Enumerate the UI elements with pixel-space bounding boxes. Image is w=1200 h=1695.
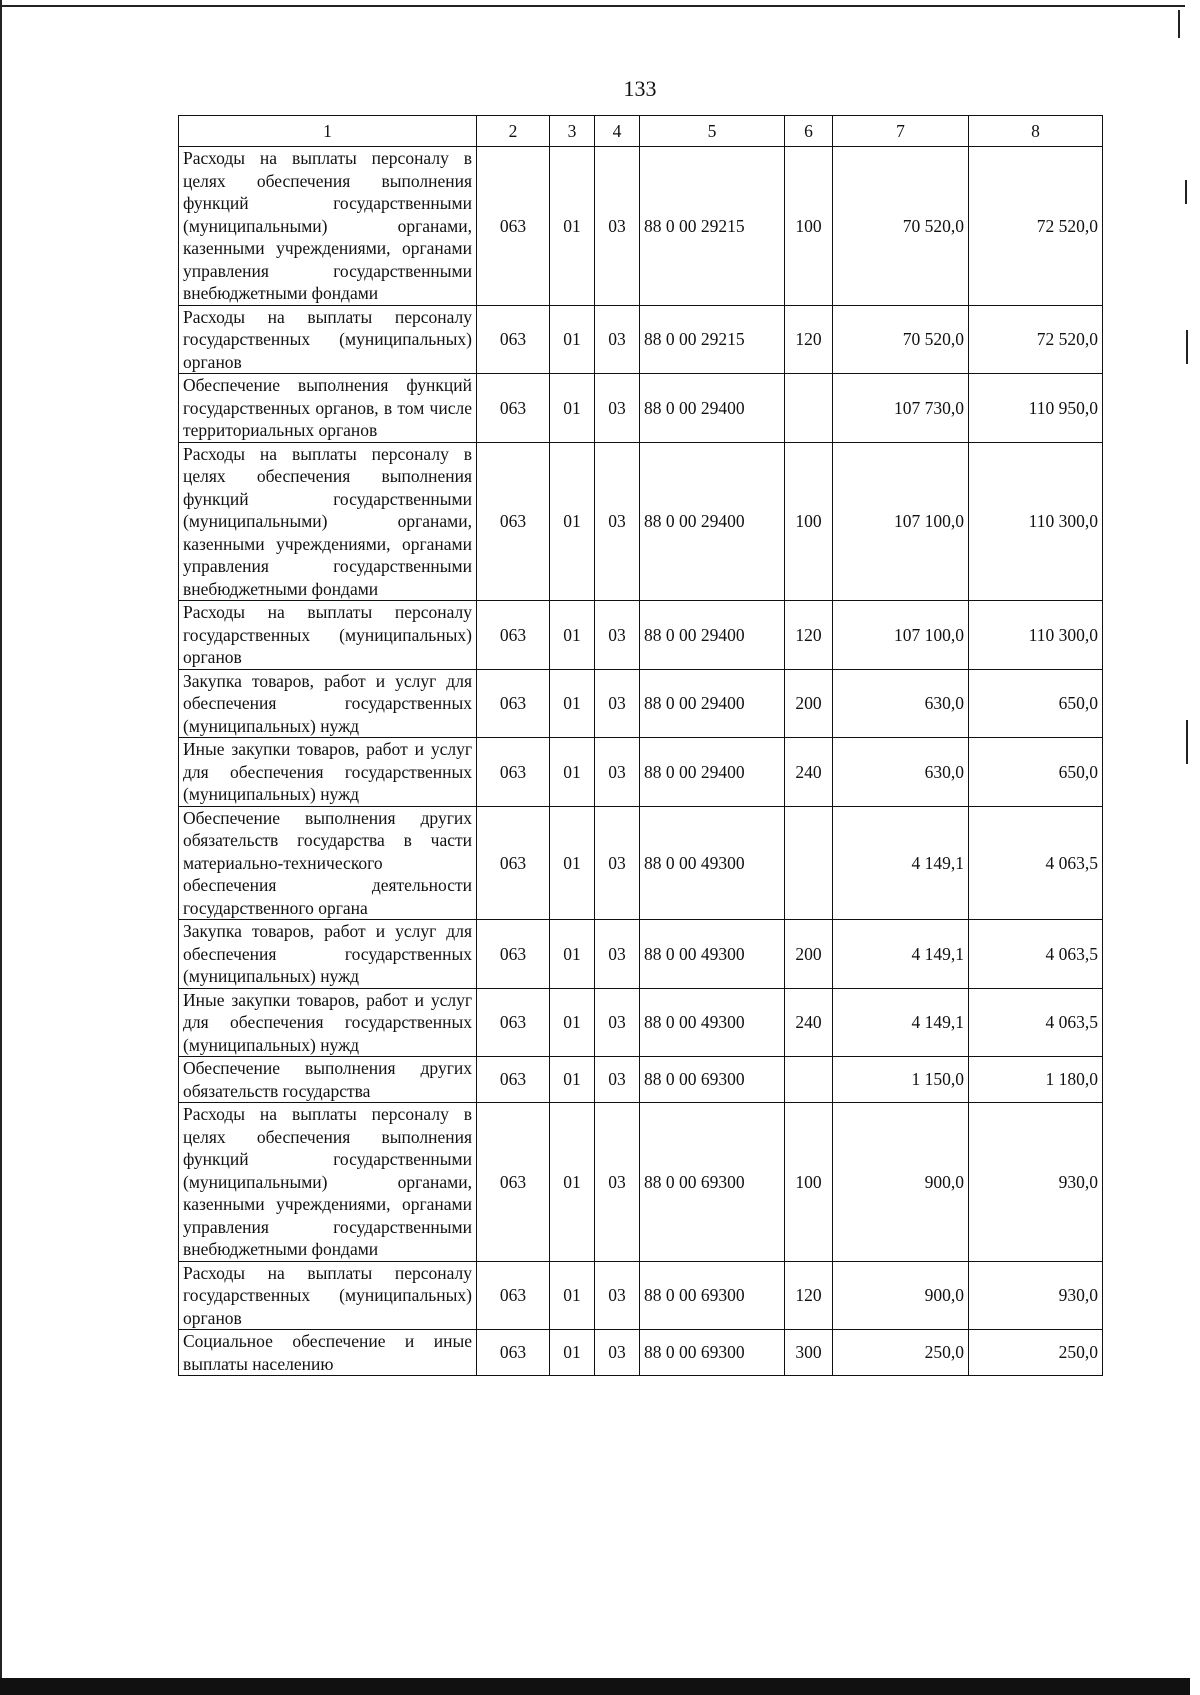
cell-amount-year2: 110 950,0	[969, 374, 1103, 443]
row-description: Расходы на выплаты персоналу в целях обеспечения выполнения функций государственными (муниципальными) органами, казенными учреждениями, органами управления государственными внебюджетными фондами	[179, 1103, 477, 1262]
scan-edge-mark	[1186, 330, 1188, 364]
cell-subsection: 03	[595, 738, 640, 807]
cell-amount-year1: 4 149,1	[833, 920, 969, 989]
cell-section: 01	[550, 738, 595, 807]
table-row	[179, 1057, 1103, 1103]
cell-ministry-code: 063	[477, 1057, 550, 1103]
table-row	[179, 374, 1103, 443]
cell-target-article: 88 0 00 69300	[640, 1103, 785, 1262]
table-row	[179, 738, 1103, 807]
scan-edge-mark	[1185, 180, 1187, 204]
cell-ministry-code: 063	[477, 806, 550, 920]
cell-ministry-code: 063	[477, 1103, 550, 1262]
cell-amount-year2: 1 180,0	[969, 1057, 1103, 1103]
table-row	[179, 1330, 1103, 1376]
table-row	[179, 669, 1103, 738]
cell-section: 01	[550, 601, 595, 670]
cell-subsection: 03	[595, 1261, 640, 1330]
cell-subsection: 03	[595, 147, 640, 306]
cell-ministry-code: 063	[477, 305, 550, 374]
cell-expense-type: 100	[785, 1103, 833, 1262]
row-description: Обеспечение выполнения других обязательств государства в части материально-технического обеспечения деятельности государственного органа	[179, 806, 477, 920]
row-description: Расходы на выплаты персоналу государственных (муниципальных) органов	[179, 601, 477, 670]
cell-expense-type: 240	[785, 988, 833, 1057]
cell-amount-year2: 250,0	[969, 1330, 1103, 1376]
cell-target-article: 88 0 00 49300	[640, 806, 785, 920]
cell-amount-year1: 1 150,0	[833, 1057, 969, 1103]
cell-section: 01	[550, 305, 595, 374]
budget-table	[178, 115, 1103, 1376]
cell-section: 01	[550, 1261, 595, 1330]
scan-bottom-bar	[0, 1678, 1190, 1695]
cell-amount-year2: 930,0	[969, 1103, 1103, 1262]
cell-amount-year2: 4 063,5	[969, 806, 1103, 920]
cell-subsection: 03	[595, 442, 640, 601]
header-cell: 3	[550, 116, 595, 147]
cell-amount-year1: 70 520,0	[833, 305, 969, 374]
table-row	[179, 806, 1103, 920]
cell-amount-year2: 72 520,0	[969, 305, 1103, 374]
cell-expense-type: 120	[785, 305, 833, 374]
row-description: Обеспечение выполнения функций государственных органов, в том числе территориальных органов	[179, 374, 477, 443]
cell-amount-year1: 250,0	[833, 1330, 969, 1376]
cell-section: 01	[550, 920, 595, 989]
header-cell: 8	[969, 116, 1103, 147]
table-row	[179, 1261, 1103, 1330]
cell-amount-year1: 70 520,0	[833, 147, 969, 306]
cell-amount-year2: 110 300,0	[969, 601, 1103, 670]
cell-subsection: 03	[595, 601, 640, 670]
cell-amount-year1: 900,0	[833, 1103, 969, 1262]
table-row	[179, 988, 1103, 1057]
cell-amount-year1: 4 149,1	[833, 988, 969, 1057]
cell-amount-year1: 4 149,1	[833, 806, 969, 920]
cell-expense-type: 120	[785, 1261, 833, 1330]
row-description: Расходы на выплаты персоналу государственных (муниципальных) органов	[179, 1261, 477, 1330]
header-cell: 2	[477, 116, 550, 147]
cell-expense-type: 240	[785, 738, 833, 807]
header-cell: 4	[595, 116, 640, 147]
row-description: Закупка товаров, работ и услуг для обеспечения государственных (муниципальных) нужд	[179, 669, 477, 738]
cell-expense-type: 100	[785, 147, 833, 306]
header-row	[179, 116, 1103, 147]
cell-ministry-code: 063	[477, 669, 550, 738]
cell-amount-year2: 4 063,5	[969, 988, 1103, 1057]
cell-section: 01	[550, 374, 595, 443]
header-cell: 5	[640, 116, 785, 147]
cell-amount-year1: 630,0	[833, 669, 969, 738]
cell-amount-year2: 930,0	[969, 1261, 1103, 1330]
row-description: Обеспечение выполнения других обязательств государства	[179, 1057, 477, 1103]
cell-target-article: 88 0 00 49300	[640, 920, 785, 989]
table-row	[179, 305, 1103, 374]
scan-edge-mark	[1186, 720, 1188, 764]
cell-ministry-code: 063	[477, 147, 550, 306]
cell-target-article: 88 0 00 49300	[640, 988, 785, 1057]
cell-section: 01	[550, 988, 595, 1057]
cell-ministry-code: 063	[477, 1330, 550, 1376]
cell-subsection: 03	[595, 1057, 640, 1103]
cell-expense-type	[785, 374, 833, 443]
cell-amount-year2: 650,0	[969, 738, 1103, 807]
row-description: Иные закупки товаров, работ и услуг для обеспечения государственных (муниципальных) нужд	[179, 738, 477, 807]
cell-amount-year2: 72 520,0	[969, 147, 1103, 306]
cell-amount-year2: 110 300,0	[969, 442, 1103, 601]
scan-edge-mark	[1178, 10, 1180, 38]
cell-subsection: 03	[595, 1103, 640, 1262]
cell-subsection: 03	[595, 806, 640, 920]
cell-expense-type	[785, 1057, 833, 1103]
row-description: Закупка товаров, работ и услуг для обеспечения государственных (муниципальных) нужд	[179, 920, 477, 989]
cell-expense-type: 200	[785, 920, 833, 989]
cell-ministry-code: 063	[477, 374, 550, 443]
table-row	[179, 147, 1103, 306]
cell-ministry-code: 063	[477, 738, 550, 807]
cell-subsection: 03	[595, 988, 640, 1057]
cell-section: 01	[550, 806, 595, 920]
row-description: Расходы на выплаты персоналу государственных (муниципальных) органов	[179, 305, 477, 374]
cell-section: 01	[550, 669, 595, 738]
cell-target-article: 88 0 00 29215	[640, 305, 785, 374]
table-body	[179, 147, 1103, 1376]
cell-ministry-code: 063	[477, 988, 550, 1057]
row-description: Расходы на выплаты персоналу в целях обеспечения выполнения функций государственными (муниципальными) органами, казенными учреждениями, органами управления государственными внебюджетными фондами	[179, 147, 477, 306]
cell-section: 01	[550, 442, 595, 601]
cell-amount-year1: 107 100,0	[833, 601, 969, 670]
cell-subsection: 03	[595, 920, 640, 989]
cell-expense-type: 120	[785, 601, 833, 670]
cell-ministry-code: 063	[477, 601, 550, 670]
cell-target-article: 88 0 00 29400	[640, 738, 785, 807]
table-row	[179, 601, 1103, 670]
cell-ministry-code: 063	[477, 920, 550, 989]
table-row	[179, 442, 1103, 601]
cell-target-article: 88 0 00 69300	[640, 1057, 785, 1103]
cell-subsection: 03	[595, 1330, 640, 1376]
table-row	[179, 1103, 1103, 1262]
page-number: 133	[623, 76, 657, 101]
cell-section: 01	[550, 1330, 595, 1376]
cell-section: 01	[550, 1103, 595, 1262]
cell-target-article: 88 0 00 69300	[640, 1330, 785, 1376]
cell-amount-year1: 630,0	[833, 738, 969, 807]
scan-left-border	[0, 0, 2, 1695]
header-cell: 7	[833, 116, 969, 147]
row-description: Социальное обеспечение и иные выплаты населению	[179, 1330, 477, 1376]
cell-subsection: 03	[595, 669, 640, 738]
header-cell: 6	[785, 116, 833, 147]
cell-target-article: 88 0 00 29400	[640, 374, 785, 443]
cell-section: 01	[550, 1057, 595, 1103]
cell-target-article: 88 0 00 29400	[640, 442, 785, 601]
cell-expense-type: 200	[785, 669, 833, 738]
cell-amount-year1: 107 100,0	[833, 442, 969, 601]
cell-subsection: 03	[595, 374, 640, 443]
table-row	[179, 920, 1103, 989]
cell-target-article: 88 0 00 29400	[640, 601, 785, 670]
row-description: Расходы на выплаты персоналу в целях обеспечения выполнения функций государственными (муниципальными) органами, казенными учреждениями, органами управления государственными внебюджетными фондами	[179, 442, 477, 601]
cell-expense-type	[785, 806, 833, 920]
header-cell: 1	[179, 116, 477, 147]
cell-amount-year1: 107 730,0	[833, 374, 969, 443]
cell-amount-year1: 900,0	[833, 1261, 969, 1330]
cell-target-article: 88 0 00 29215	[640, 147, 785, 306]
cell-ministry-code: 063	[477, 1261, 550, 1330]
cell-expense-type: 100	[785, 442, 833, 601]
cell-target-article: 88 0 00 69300	[640, 1261, 785, 1330]
cell-ministry-code: 063	[477, 442, 550, 601]
cell-amount-year2: 4 063,5	[969, 920, 1103, 989]
row-description: Иные закупки товаров, работ и услуг для обеспечения государственных (муниципальных) нужд	[179, 988, 477, 1057]
cell-section: 01	[550, 147, 595, 306]
cell-target-article: 88 0 00 29400	[640, 669, 785, 738]
cell-amount-year2: 650,0	[969, 669, 1103, 738]
cell-subsection: 03	[595, 305, 640, 374]
scan-top-border	[0, 5, 1185, 7]
cell-expense-type: 300	[785, 1330, 833, 1376]
